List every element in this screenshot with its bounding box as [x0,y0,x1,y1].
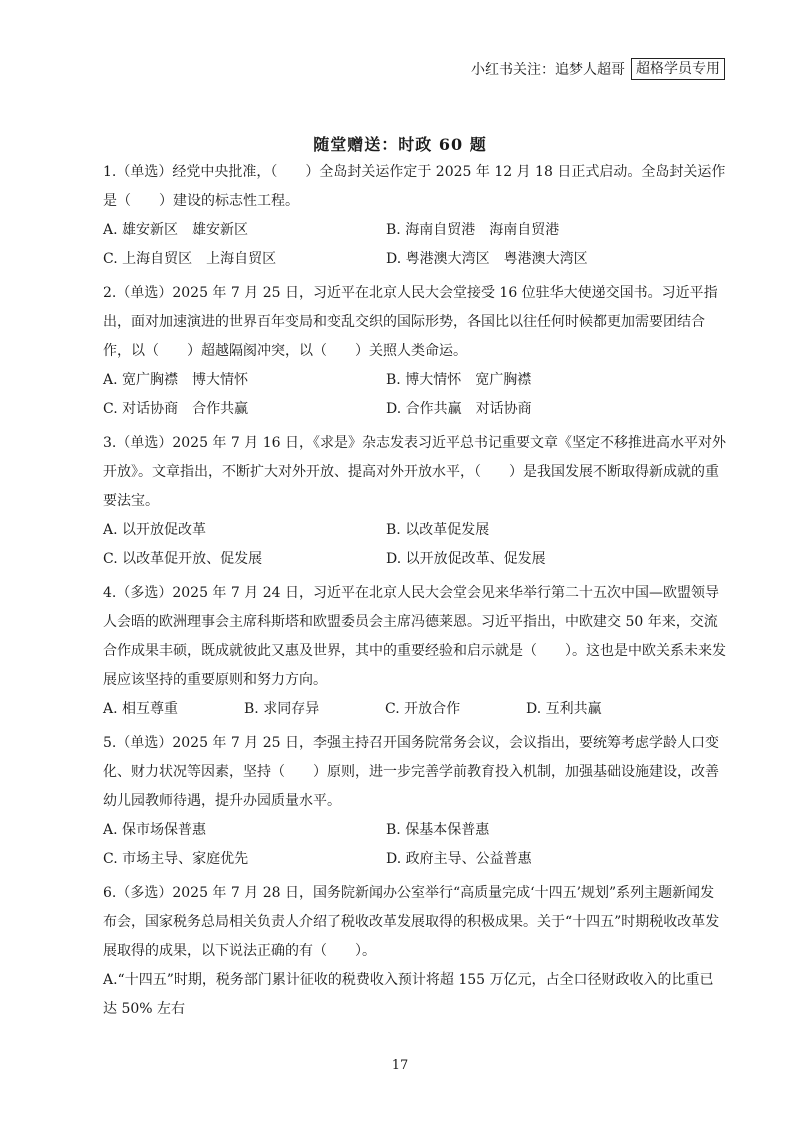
option-b: B. 以改革促发展 [386,522,490,538]
option-list [103,216,727,274]
question-3 [103,429,727,574]
question-5 [103,729,727,874]
option-list [103,366,727,424]
option-b: B. 求同存异 [244,701,320,717]
question-4 [103,579,727,724]
question-stem: 5.（单选）2025 年 7 月 25 日，李强主持召开国务院常务会议，会议指出，要统筹考虑学龄人口变化、财力状况等因素，坚持（ ）原则，进一步完善学前教育投入机制，加强基础设施建设，改善幼儿园教师待遇，提升办园质量水平。 [103,735,719,809]
option-a: A. 保市场保普惠 [103,822,207,838]
option-c: C. 开放合作 [385,701,461,717]
question-stem: 1.（单选）经党中央批准，（ ）全岛封关运作定于 2025 年 12 月 18 日正式启动。全岛封关运作是（ ）建设的标志性工程。 [103,164,726,209]
option-d: D. 粤港澳大湾区 粤港澳大湾区 [386,251,588,267]
option-a: A. 雄安新区 雄安新区 [103,222,249,238]
option-a: A. 宽广胸襟 博大情怀 [103,372,249,388]
option-d: D. 政府主导、公益普惠 [386,851,532,867]
header-tag: 超格学员专用 [631,58,725,80]
option-d: D. 以开放促改革、促发展 [386,551,546,567]
question-stem: 4.（多选）2025 年 7 月 24 日，习近平在北京人民大会堂会见来华举行第二十五次中国—欧盟领导人会晤的欧洲理事会主席科斯塔和欧盟委员会主席冯德莱恩。习近平指出，中欧建交 50 年来，交流合作成果丰硕，既成就彼此又惠及世界，其中的重要经验和启示就是（ ）。这也是中欧关系未来发展应该坚持的重要原则和努力方向。 [103,585,726,688]
page-header [471,58,725,80]
question-1 [103,158,727,274]
header-source: 小红书关注：追梦人超哥 [471,62,625,78]
option-d: D. 合作共赢 对话协商 [386,401,532,417]
option-d: D. 互利共赢 [526,701,602,717]
option-list [103,516,727,574]
question-6 [103,879,727,1024]
question-stem: 6.（多选）2025 年 7 月 28 日，国务院新闻办公室举行“高质量完成‘十四五’规划”系列主题新闻发布会，国家税务总局相关负责人介绍了税收改革发展取得的积极成果。关于“十四五”时期税收改革发展取得的成果，以下说法正确的有（ ）。 [103,885,720,959]
question-stem: 2.（单选）2025 年 7 月 25 日，习近平在北京人民大会堂接受 16 位驻华大使递交国书。习近平指出，面对加速演进的世界百年变局和变乱交织的国际形势，各国比以往任何时候都更加需要团结合作，以（ ）超越隔阂冲突，以（ ）关照人类命运。 [103,285,718,359]
question-stem: 3.（单选）2025 年 7 月 16 日，《求是》杂志发表习近平总书记重要文章《坚定不移推进高水平对外开放》。文章指出，不断扩大对外开放、提高对外开放水平，（ ）是我国发展不断取得新成就的重要法宝。 [103,435,726,509]
option-c: C. 市场主导、家庭优先 [103,851,249,867]
question-2 [103,279,727,424]
page-number: 17 [391,1058,409,1073]
option-c: C. 以改革促开放、促发展 [103,551,263,567]
option-list [103,695,727,724]
option-list [103,816,727,874]
option-c: C. 对话协商 合作共赢 [103,401,249,417]
option-b: B. 博大情怀 宽广胸襟 [386,372,532,388]
option-b: B. 海南自贸港 海南自贸港 [386,222,560,238]
option-b: B. 保基本保普惠 [386,822,490,838]
page-title: 随堂赠送：时政 60 题 [313,135,487,154]
option-a: A.“十四五”时期，税务部门累计征收的税费收入预计将超 155 万亿元，占全口径财政收入的比重已达 50% 左右 [103,972,714,1017]
option-a: A. 以开放促改革 [103,522,207,538]
question-list [103,158,727,1029]
option-a: A. 相互尊重 [103,701,179,717]
option-c: C. 上海自贸区 上海自贸区 [103,251,277,267]
